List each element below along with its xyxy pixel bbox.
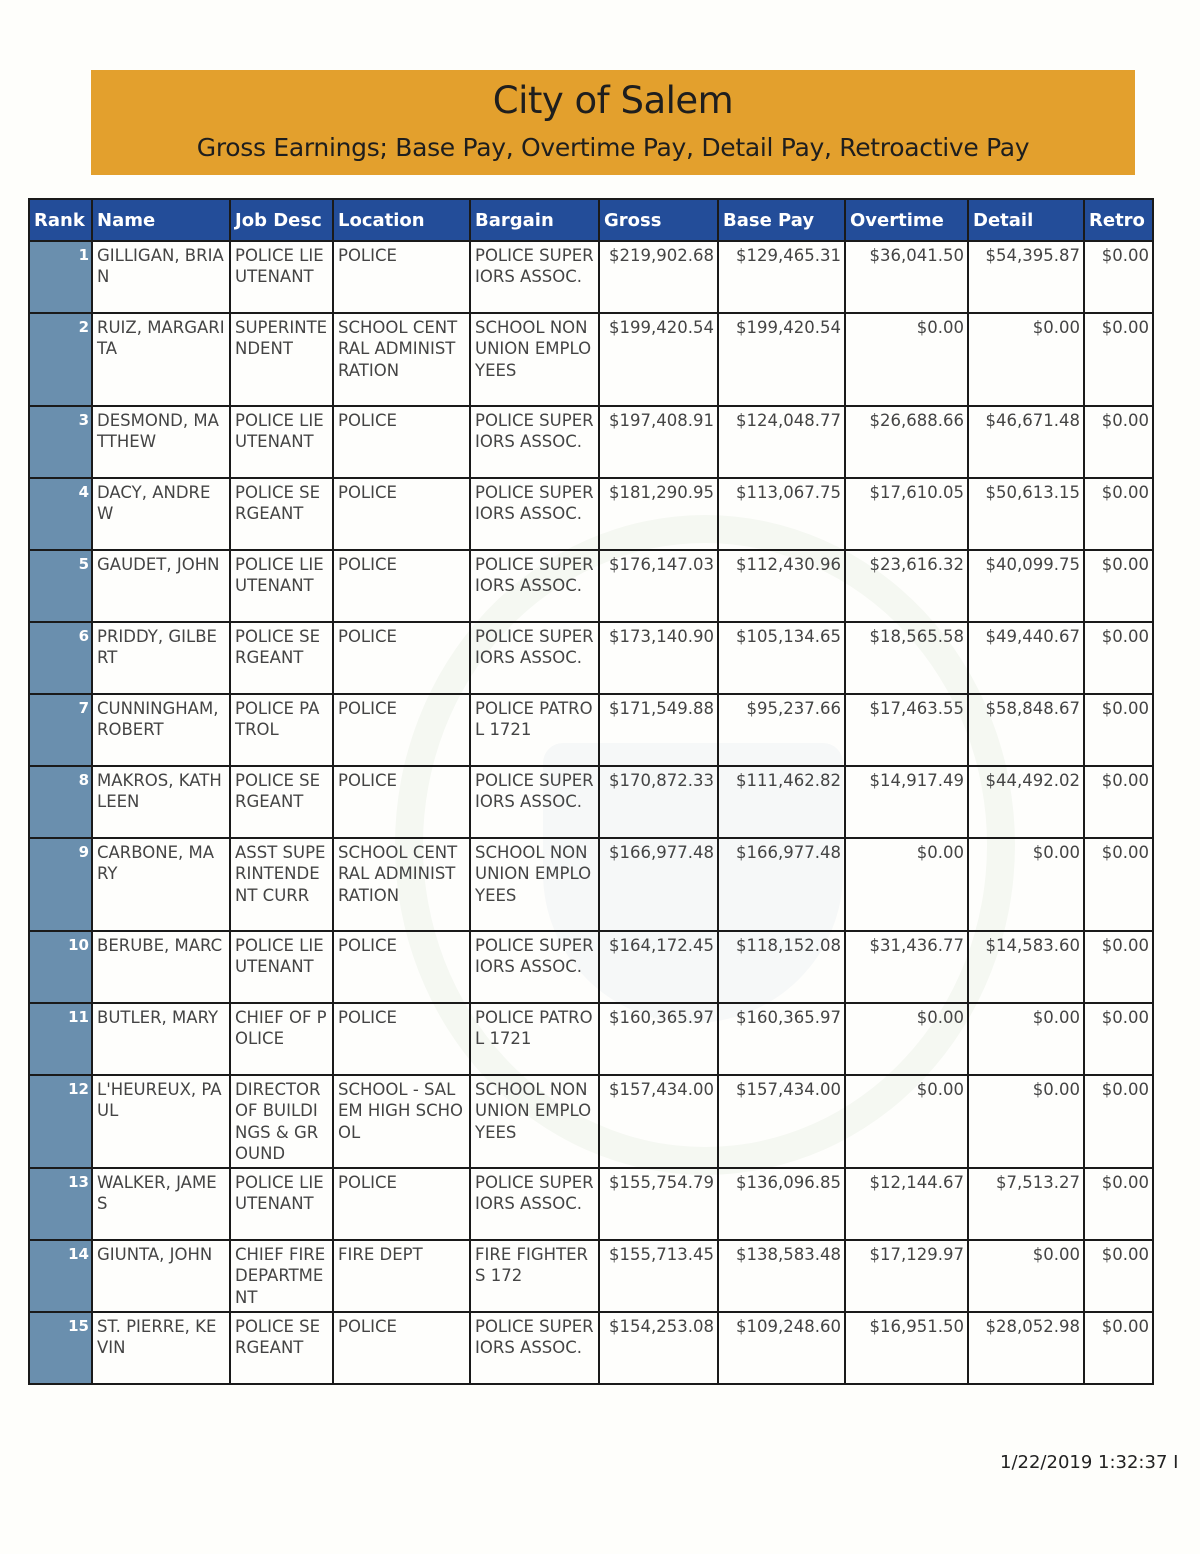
table-row <box>29 478 1153 550</box>
base-pay-cell: $113,067.75 <box>718 478 845 550</box>
rank-cell: 2 <box>29 313 92 406</box>
retro-cell: $0.00 <box>1084 931 1153 1003</box>
retro-cell: $0.00 <box>1084 622 1153 694</box>
job-desc-cell: ASST SUPERINTENDENT CURR <box>230 838 333 931</box>
detail-cell: $44,492.02 <box>968 766 1084 838</box>
table-row <box>29 931 1153 1003</box>
retro-cell: $0.00 <box>1084 838 1153 931</box>
gross-cell: $219,902.68 <box>599 241 718 313</box>
table-row <box>29 694 1153 766</box>
rank-cell: 13 <box>29 1168 92 1240</box>
location-cell: POLICE <box>333 766 470 838</box>
retro-cell: $0.00 <box>1084 406 1153 478</box>
bargain-cell: POLICE SUPERIORS ASSOC. <box>470 1168 599 1240</box>
location-cell: POLICE <box>333 1312 470 1384</box>
job-desc-cell: POLICE SERGEANT <box>230 766 333 838</box>
location-cell: POLICE <box>333 406 470 478</box>
bargain-cell: SCHOOL NON UNION EMPLOYEES <box>470 313 599 406</box>
base-pay-cell: $136,096.85 <box>718 1168 845 1240</box>
rank-cell: 8 <box>29 766 92 838</box>
name-cell: PRIDDY, GILBERT <box>92 622 230 694</box>
overtime-cell: $0.00 <box>845 1003 968 1075</box>
job-desc-cell: POLICE LIEUTENANT <box>230 931 333 1003</box>
column-header-bargain[interactable]: Bargain <box>470 199 599 241</box>
overtime-cell: $17,463.55 <box>845 694 968 766</box>
table-row <box>29 550 1153 622</box>
gross-cell: $157,434.00 <box>599 1075 718 1168</box>
rank-cell: 11 <box>29 1003 92 1075</box>
retro-cell: $0.00 <box>1084 1240 1153 1312</box>
location-cell: POLICE <box>333 478 470 550</box>
table-row <box>29 1075 1153 1168</box>
table-row <box>29 622 1153 694</box>
bargain-cell: SCHOOL NON UNION EMPLOYEES <box>470 838 599 931</box>
report-timestamp: 1/22/2019 1:32:37 I <box>1000 1452 1179 1473</box>
base-pay-cell: $166,977.48 <box>718 838 845 931</box>
detail-cell: $58,848.67 <box>968 694 1084 766</box>
location-cell: POLICE <box>333 931 470 1003</box>
overtime-cell: $0.00 <box>845 1075 968 1168</box>
overtime-cell: $12,144.67 <box>845 1168 968 1240</box>
job-desc-cell: DIRECTOR OF BUILDINGS & GROUND <box>230 1075 333 1168</box>
gross-cell: $155,713.45 <box>599 1240 718 1312</box>
retro-cell: $0.00 <box>1084 1003 1153 1075</box>
name-cell: GILLIGAN, BRIAN <box>92 241 230 313</box>
retro-cell: $0.00 <box>1084 313 1153 406</box>
base-pay-cell: $105,134.65 <box>718 622 845 694</box>
location-cell: POLICE <box>333 694 470 766</box>
column-header-overtime[interactable]: Overtime <box>845 199 968 241</box>
detail-cell: $0.00 <box>968 313 1084 406</box>
detail-cell: $49,440.67 <box>968 622 1084 694</box>
retro-cell: $0.00 <box>1084 1075 1153 1168</box>
location-cell: POLICE <box>333 1168 470 1240</box>
gross-cell: $199,420.54 <box>599 313 718 406</box>
rank-cell: 5 <box>29 550 92 622</box>
gross-cell: $166,977.48 <box>599 838 718 931</box>
earnings-table <box>28 198 1154 1385</box>
base-pay-cell: $112,430.96 <box>718 550 845 622</box>
table-row <box>29 1003 1153 1075</box>
name-cell: MAKROS, KATHLEEN <box>92 766 230 838</box>
name-cell: GIUNTA, JOHN <box>92 1240 230 1312</box>
base-pay-cell: $95,237.66 <box>718 694 845 766</box>
detail-cell: $54,395.87 <box>968 241 1084 313</box>
table-row <box>29 1312 1153 1384</box>
bargain-cell: POLICE SUPERIORS ASSOC. <box>470 478 599 550</box>
location-cell: POLICE <box>333 241 470 313</box>
job-desc-cell: CHIEF OF POLICE <box>230 1003 333 1075</box>
rank-cell: 12 <box>29 1075 92 1168</box>
table-row <box>29 241 1153 313</box>
retro-cell: $0.00 <box>1084 1312 1153 1384</box>
job-desc-cell: POLICE LIEUTENANT <box>230 241 333 313</box>
bargain-cell: POLICE SUPERIORS ASSOC. <box>470 931 599 1003</box>
bargain-cell: POLICE SUPERIORS ASSOC. <box>470 406 599 478</box>
rank-cell: 1 <box>29 241 92 313</box>
table-row <box>29 838 1153 931</box>
overtime-cell: $16,951.50 <box>845 1312 968 1384</box>
base-pay-cell: $157,434.00 <box>718 1075 845 1168</box>
name-cell: DACY, ANDREW <box>92 478 230 550</box>
base-pay-cell: $109,248.60 <box>718 1312 845 1384</box>
gross-cell: $170,872.33 <box>599 766 718 838</box>
bargain-cell: POLICE SUPERIORS ASSOC. <box>470 766 599 838</box>
name-cell: BUTLER, MARY <box>92 1003 230 1075</box>
rank-cell: 7 <box>29 694 92 766</box>
detail-cell: $14,583.60 <box>968 931 1084 1003</box>
table-row <box>29 313 1153 406</box>
column-header-name[interactable]: Name <box>92 199 230 241</box>
retro-cell: $0.00 <box>1084 766 1153 838</box>
job-desc-cell: SUPERINTENDENT <box>230 313 333 406</box>
base-pay-cell: $124,048.77 <box>718 406 845 478</box>
column-header-detail[interactable]: Detail <box>968 199 1084 241</box>
detail-cell: $0.00 <box>968 838 1084 931</box>
overtime-cell: $0.00 <box>845 313 968 406</box>
overtime-cell: $31,436.77 <box>845 931 968 1003</box>
job-desc-cell: POLICE SERGEANT <box>230 478 333 550</box>
base-pay-cell: $129,465.31 <box>718 241 845 313</box>
rank-cell: 3 <box>29 406 92 478</box>
detail-cell: $40,099.75 <box>968 550 1084 622</box>
overtime-cell: $17,610.05 <box>845 478 968 550</box>
report-subtitle: Gross Earnings; Base Pay, Overtime Pay, Detail Pay, Retroactive Pay <box>196 133 1030 162</box>
table-header-row <box>29 199 1153 241</box>
retro-cell: $0.00 <box>1084 478 1153 550</box>
overtime-cell: $18,565.58 <box>845 622 968 694</box>
job-desc-cell: POLICE PATROL <box>230 694 333 766</box>
retro-cell: $0.00 <box>1084 694 1153 766</box>
column-header-location[interactable]: Location <box>333 199 470 241</box>
gross-cell: $171,549.88 <box>599 694 718 766</box>
gross-cell: $164,172.45 <box>599 931 718 1003</box>
location-cell: SCHOOL - SALEM HIGH SCHOOL <box>333 1075 470 1168</box>
detail-cell: $28,052.98 <box>968 1312 1084 1384</box>
retro-cell: $0.00 <box>1084 550 1153 622</box>
overtime-cell: $26,688.66 <box>845 406 968 478</box>
location-cell: POLICE <box>333 550 470 622</box>
location-cell: POLICE <box>333 622 470 694</box>
name-cell: L'HEUREUX, PAUL <box>92 1075 230 1168</box>
overtime-cell: $36,041.50 <box>845 241 968 313</box>
rank-cell: 6 <box>29 622 92 694</box>
gross-cell: $160,365.97 <box>599 1003 718 1075</box>
overtime-cell: $14,917.49 <box>845 766 968 838</box>
location-cell: SCHOOL CENTRAL ADMINISTRATION <box>333 838 470 931</box>
table-row <box>29 1168 1153 1240</box>
detail-cell: $0.00 <box>968 1003 1084 1075</box>
report-header-banner <box>91 70 1135 175</box>
column-header-base-pay[interactable]: Base Pay <box>718 199 845 241</box>
bargain-cell: POLICE SUPERIORS ASSOC. <box>470 241 599 313</box>
table-row <box>29 1240 1153 1312</box>
bargain-cell: POLICE SUPERIORS ASSOC. <box>470 622 599 694</box>
detail-cell: $46,671.48 <box>968 406 1084 478</box>
table-row <box>29 766 1153 838</box>
name-cell: CARBONE, MARY <box>92 838 230 931</box>
base-pay-cell: $118,152.08 <box>718 931 845 1003</box>
gross-cell: $176,147.03 <box>599 550 718 622</box>
detail-cell: $7,513.27 <box>968 1168 1084 1240</box>
column-header-gross[interactable]: Gross <box>599 199 718 241</box>
job-desc-cell: POLICE LIEUTENANT <box>230 1168 333 1240</box>
name-cell: WALKER, JAMES <box>92 1168 230 1240</box>
retro-cell: $0.00 <box>1084 241 1153 313</box>
base-pay-cell: $111,462.82 <box>718 766 845 838</box>
table-row <box>29 406 1153 478</box>
retro-cell: $0.00 <box>1084 1168 1153 1240</box>
location-cell: FIRE DEPT <box>333 1240 470 1312</box>
name-cell: ST. PIERRE, KEVIN <box>92 1312 230 1384</box>
column-header-retro[interactable]: Retro <box>1084 199 1153 241</box>
name-cell: GAUDET, JOHN <box>92 550 230 622</box>
base-pay-cell: $160,365.97 <box>718 1003 845 1075</box>
overtime-cell: $23,616.32 <box>845 550 968 622</box>
detail-cell: $0.00 <box>968 1075 1084 1168</box>
overtime-cell: $0.00 <box>845 838 968 931</box>
detail-cell: $50,613.15 <box>968 478 1084 550</box>
overtime-cell: $17,129.97 <box>845 1240 968 1312</box>
job-desc-cell: POLICE SERGEANT <box>230 1312 333 1384</box>
job-desc-cell: POLICE SERGEANT <box>230 622 333 694</box>
rank-cell: 10 <box>29 931 92 1003</box>
rank-cell: 4 <box>29 478 92 550</box>
bargain-cell: POLICE SUPERIORS ASSOC. <box>470 1312 599 1384</box>
location-cell: POLICE <box>333 1003 470 1075</box>
job-desc-cell: POLICE LIEUTENANT <box>230 406 333 478</box>
gross-cell: $197,408.91 <box>599 406 718 478</box>
job-desc-cell: POLICE LIEUTENANT <box>230 550 333 622</box>
name-cell: BERUBE, MARC <box>92 931 230 1003</box>
name-cell: CUNNINGHAM, ROBERT <box>92 694 230 766</box>
bargain-cell: POLICE PATROL 1721 <box>470 694 599 766</box>
rank-cell: 14 <box>29 1240 92 1312</box>
location-cell: SCHOOL CENTRAL ADMINISTRATION <box>333 313 470 406</box>
report-title: City of Salem <box>492 79 734 122</box>
rank-cell: 9 <box>29 838 92 931</box>
gross-cell: $154,253.08 <box>599 1312 718 1384</box>
column-header-job-desc[interactable]: Job Desc <box>230 199 333 241</box>
job-desc-cell: CHIEF FIRE DEPARTMENT <box>230 1240 333 1312</box>
rank-cell: 15 <box>29 1312 92 1384</box>
bargain-cell: POLICE SUPERIORS ASSOC. <box>470 550 599 622</box>
name-cell: DESMOND, MATTHEW <box>92 406 230 478</box>
base-pay-cell: $199,420.54 <box>718 313 845 406</box>
base-pay-cell: $138,583.48 <box>718 1240 845 1312</box>
bargain-cell: FIRE FIGHTERS 172 <box>470 1240 599 1312</box>
column-header-rank[interactable]: Rank <box>29 199 92 241</box>
name-cell: RUIZ, MARGARITA <box>92 313 230 406</box>
gross-cell: $155,754.79 <box>599 1168 718 1240</box>
detail-cell: $0.00 <box>968 1240 1084 1312</box>
bargain-cell: SCHOOL NON UNION EMPLOYEES <box>470 1075 599 1168</box>
bargain-cell: POLICE PATROL 1721 <box>470 1003 599 1075</box>
gross-cell: $181,290.95 <box>599 478 718 550</box>
gross-cell: $173,140.90 <box>599 622 718 694</box>
